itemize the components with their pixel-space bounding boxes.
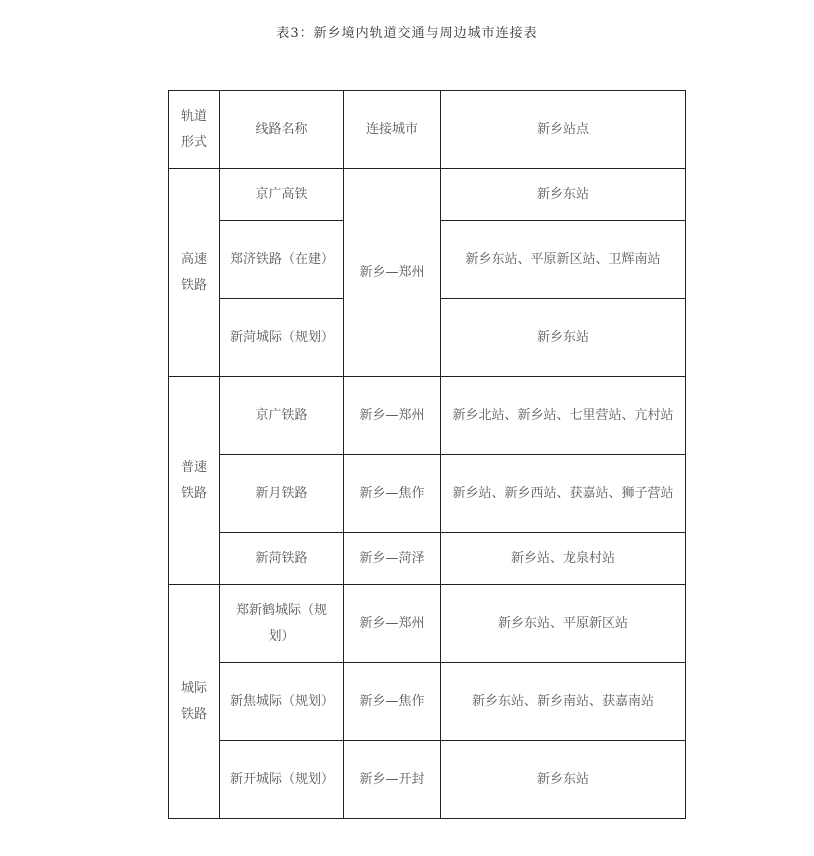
connected-city: 新乡—焦作 bbox=[344, 455, 441, 533]
table-row bbox=[169, 455, 686, 533]
table-row bbox=[169, 169, 686, 221]
table-caption: 表3：新乡境内轨道交通与周边城市连接表 bbox=[276, 26, 538, 41]
connected-city: 新乡—郑州 bbox=[344, 585, 441, 663]
line-name: 新菏城际（规划） bbox=[220, 299, 344, 377]
connected-city: 新乡—郑州 bbox=[344, 169, 441, 377]
header-connected-city: 连接城市 bbox=[344, 91, 441, 169]
category-conventional: 普速铁路 bbox=[169, 377, 220, 585]
connected-city: 新乡—郑州 bbox=[344, 377, 441, 455]
connected-city: 新乡—开封 bbox=[344, 741, 441, 819]
stations: 新乡东站 bbox=[441, 169, 686, 221]
stations: 新乡东站、平原新区站、卫辉南站 bbox=[441, 221, 686, 299]
header-row bbox=[169, 91, 686, 169]
stations: 新乡东站、平原新区站 bbox=[441, 585, 686, 663]
table-row bbox=[169, 533, 686, 585]
stations: 新乡东站 bbox=[441, 299, 686, 377]
header-xinxiang-stations: 新乡站点 bbox=[441, 91, 686, 169]
line-name: 新菏铁路 bbox=[220, 533, 344, 585]
line-name: 京广铁路 bbox=[220, 377, 344, 455]
line-name: 新开城际（规划） bbox=[220, 741, 344, 819]
category-high-speed: 高速铁路 bbox=[169, 169, 220, 377]
rail-connection-table bbox=[168, 90, 686, 819]
table-row bbox=[169, 377, 686, 455]
stations: 新乡站、新乡西站、获嘉站、狮子营站 bbox=[441, 455, 686, 533]
connected-city: 新乡—焦作 bbox=[344, 663, 441, 741]
header-line-name: 线路名称 bbox=[220, 91, 344, 169]
line-name: 郑新鹤城际（规划） bbox=[220, 585, 344, 663]
stations: 新乡北站、新乡站、七里营站、亢村站 bbox=[441, 377, 686, 455]
stations: 新乡东站、新乡南站、获嘉南站 bbox=[441, 663, 686, 741]
category-intercity: 城际铁路 bbox=[169, 585, 220, 819]
line-name: 京广高铁 bbox=[220, 169, 344, 221]
table-row bbox=[169, 663, 686, 741]
header-rail-type: 轨道形式 bbox=[169, 91, 220, 169]
stations: 新乡东站 bbox=[441, 741, 686, 819]
table-row bbox=[169, 585, 686, 663]
stations: 新乡站、龙泉村站 bbox=[441, 533, 686, 585]
line-name: 新月铁路 bbox=[220, 455, 344, 533]
line-name: 新焦城际（规划） bbox=[220, 663, 344, 741]
connected-city: 新乡—菏泽 bbox=[344, 533, 441, 585]
line-name: 郑济铁路（在建） bbox=[220, 221, 344, 299]
table-row bbox=[169, 741, 686, 819]
